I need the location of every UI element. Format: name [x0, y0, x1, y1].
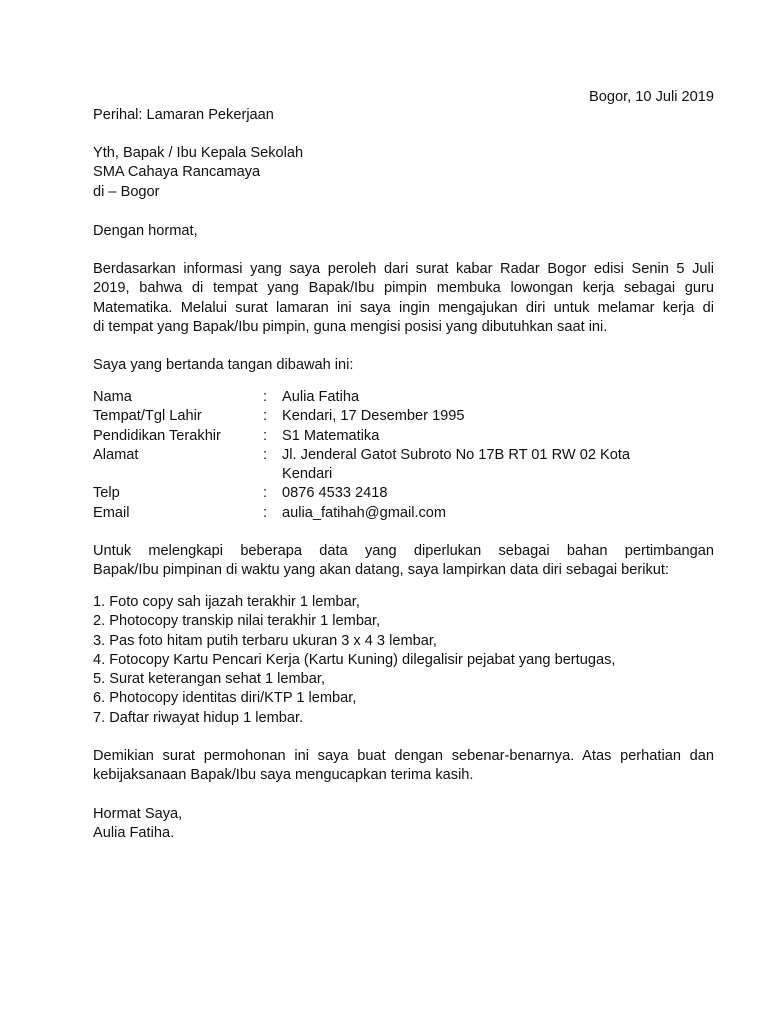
applicant-details: [93, 388, 714, 523]
detail-value: aulia_fatihah@gmail.com: [282, 504, 447, 521]
detail-colon: :: [263, 446, 268, 463]
greeting: [93, 222, 714, 241]
list-item: 5. Surat keterangan sehat 1 lembar,: [93, 671, 326, 688]
undersigned-statement: [93, 356, 714, 375]
attachments-intro-line-1: Untuk melengkapi beberapa data yang diperlukan sebagai bahan pertimbangan: [93, 543, 714, 559]
greeting-text: Dengan hormat,: [93, 223, 198, 239]
detail-label: Email: [93, 504, 130, 521]
detail-value: Kendari, 17 Desember 1995: [282, 408, 465, 425]
detail-row-email: [93, 504, 714, 523]
intro-line-3: Matematika. Melalui surat lamaran ini saya ingin mengajukan diri untuk melamar kerja di: [93, 299, 714, 316]
intro-line-1: Berdasarkan informasi yang saya peroleh dari surat kabar Radar Bogor edisi Senin 5 Juli: [93, 261, 714, 277]
attachments-intro-line-2: Bapak/Ibu pimpinan di waktu yang akan datang, saya lampirkan data diri sebagai berikut:: [93, 562, 669, 579]
detail-colon: :: [263, 504, 268, 521]
detail-row-phone: [93, 484, 714, 503]
closing-line-2: kebijaksanaan Bapak/Ibu saya mengucapkan terima kasih.: [93, 767, 474, 784]
signoff: [93, 805, 714, 844]
detail-value: Jl. Jenderal Gatot Subroto No 17B RT 01 RW 02 Kota: [282, 446, 631, 463]
attachments-list: [93, 593, 714, 728]
list-item: 3. Pas foto hitam putih terbaru ukuran 3 x 4 3 lembar,: [93, 632, 437, 649]
detail-row-address: [93, 446, 714, 485]
detail-row-birth: [93, 407, 714, 426]
detail-label: Alamat: [93, 446, 139, 463]
detail-value: S1 Matematika: [282, 427, 380, 444]
intro-line-4: di tempat yang Bapak/Ibu pimpin, guna mengisi posisi yang dibutuhkan saat ini.: [93, 318, 608, 335]
recipient-line-3: di – Bogor: [93, 183, 160, 200]
recipient-line-1: Yth, Bapak / Ibu Kepala Sekolah: [93, 145, 304, 161]
intro-paragraph: [93, 260, 714, 337]
signoff-regards: Hormat Saya,: [93, 806, 183, 822]
subject-text: Perihal: Lamaran Pekerjaan: [93, 107, 274, 123]
detail-value: Aulia Fatiha: [282, 389, 360, 405]
recipient-line-2: SMA Cahaya Rancamaya: [93, 164, 261, 181]
list-item: 4. Fotocopy Kartu Pencari Kerja (Kartu Kuning) dilegalisir pejabat yang bertugas,: [93, 651, 616, 668]
detail-row-name: [93, 388, 714, 407]
detail-label: Nama: [93, 389, 132, 405]
detail-label: Pendidikan Terakhir: [93, 427, 221, 444]
detail-label: Telp: [93, 485, 120, 502]
detail-colon: :: [263, 408, 268, 425]
detail-value-continued: Kendari: [282, 466, 333, 483]
letter-subject: [93, 106, 714, 125]
list-item: 7. Daftar riwayat hidup 1 lembar.: [93, 709, 304, 726]
letter-page: [93, 0, 714, 1024]
attachments-intro: [93, 542, 714, 581]
list-item: 2. Photocopy transkip nilai terakhir 1 lembar,: [93, 613, 381, 630]
detail-colon: :: [263, 485, 268, 502]
detail-value: 0876 4533 2418: [282, 485, 388, 502]
detail-label: Tempat/Tgl Lahir: [93, 408, 202, 425]
undersigned-text: Saya yang bertanda tangan dibawah ini:: [93, 357, 354, 373]
detail-colon: :: [263, 427, 268, 444]
recipient-address: [93, 144, 714, 202]
signoff-name: Aulia Fatiha.: [93, 825, 175, 842]
list-item: 1. Foto copy sah ijazah terakhir 1 lembar,: [93, 594, 360, 610]
detail-row-education: [93, 427, 714, 446]
list-item: 6. Photocopy identitas diri/KTP 1 lembar,: [93, 690, 357, 707]
closing-paragraph: [93, 747, 714, 786]
letter-date: Bogor, 10 Juli 2019: [589, 89, 714, 105]
closing-line-1: Demikian surat permohonan ini saya buat dengan sebenar-benarnya. Atas perhatian dan: [93, 748, 714, 764]
detail-colon: :: [263, 389, 268, 405]
intro-line-2: 2019, bahwa di tempat yang Bapak/Ibu pimpin membuka lowongan kerja sebagai guru: [93, 280, 714, 297]
